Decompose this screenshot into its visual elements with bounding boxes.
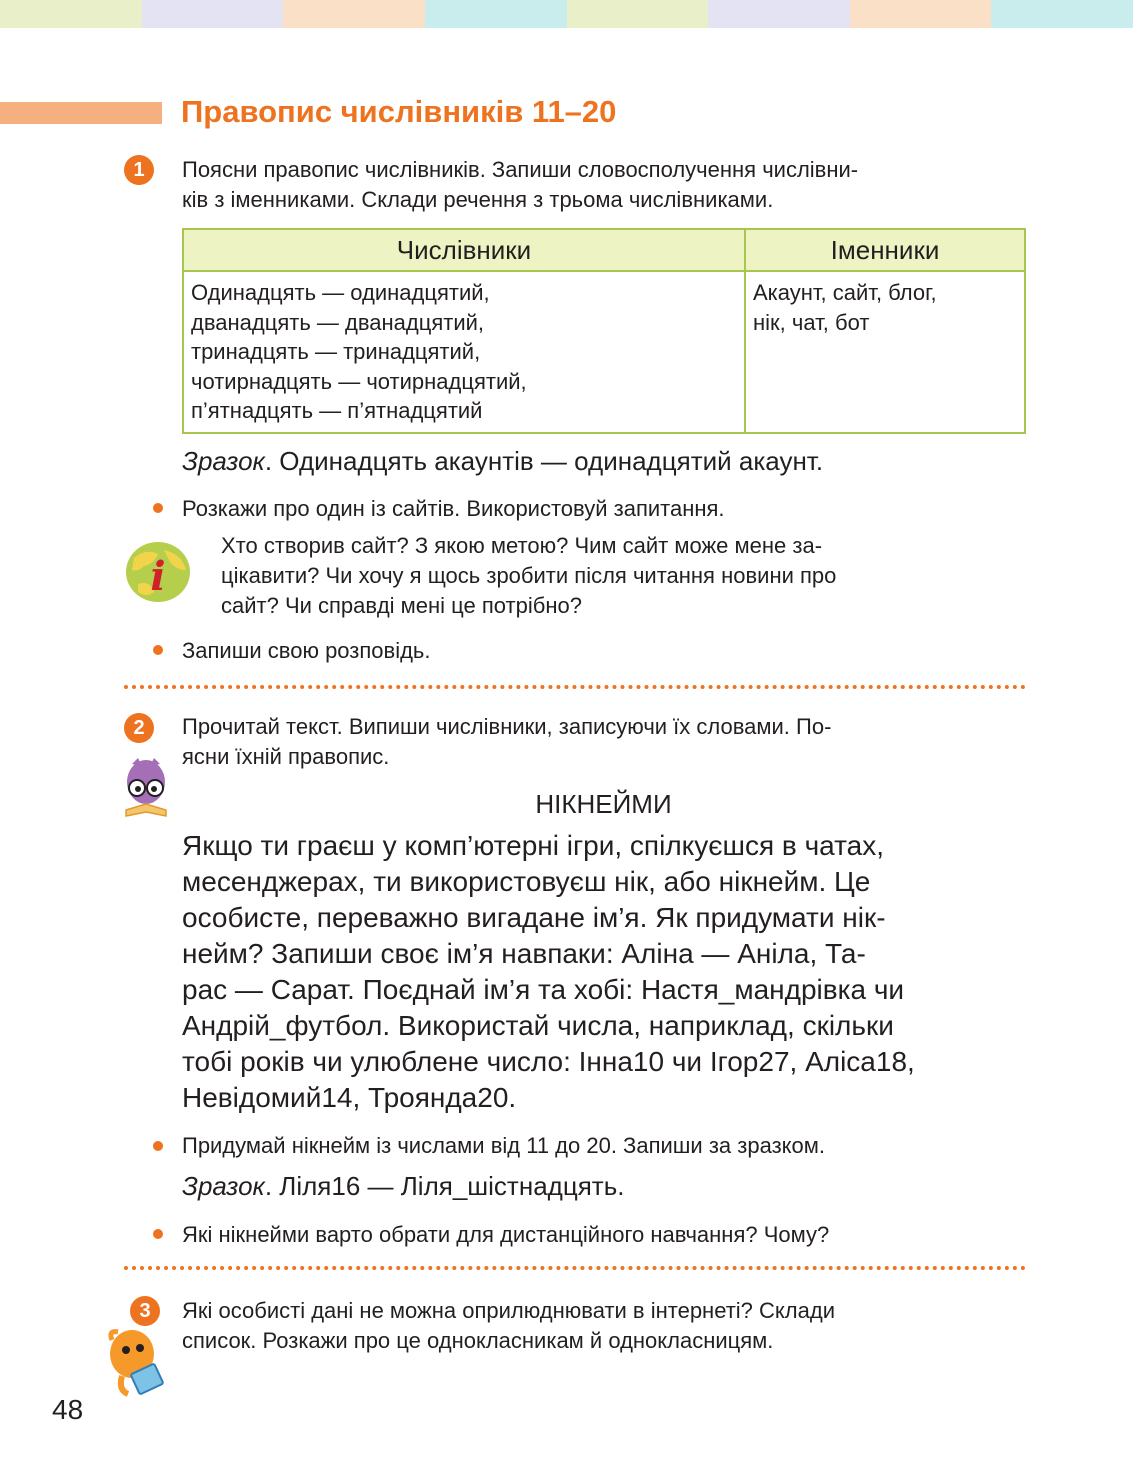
task1-sample [182, 446, 823, 477]
strip-segment [567, 0, 709, 28]
task-number-2: 2 [124, 713, 154, 743]
story-line: Андрій_футбол. Використай числа, наприклад, скільки [182, 1010, 894, 1041]
task2-bullet-2: Які нікнейми варто обрати для дистанційного навчання? Чому? [182, 1222, 830, 1247]
table-header-row [183, 229, 1025, 271]
strip-segment [991, 0, 1133, 28]
story-line: тобі років чи улюблене число: Інна10 чи Ігор27, Аліса18, [182, 1046, 915, 1077]
story-line: особисте, переважно вигадане ім’я. Як придумати нік- [182, 902, 886, 933]
table-row [183, 271, 1025, 433]
task-number-3: 3 [130, 1296, 160, 1326]
bullet-dot [153, 503, 163, 513]
task2-sample [182, 1171, 624, 1202]
story-line: месенджерах, ти використовуєш нік, або нікнейм. Це [182, 866, 871, 897]
instruction-line: Поясни правопис числівників. Запиши словосполучення числівни- [182, 157, 859, 182]
top-color-strip [0, 0, 1133, 28]
instruction-line: ків з іменниками. Склади речення з трьома числівниками. [182, 187, 774, 212]
header-numerals: Числівники [183, 229, 745, 271]
task1-bullet-2: Запиши свою розповідь. [182, 638, 431, 663]
numerals-table [182, 228, 1026, 434]
nicknames-story [182, 828, 1026, 1116]
bullet-dot [153, 1141, 163, 1151]
nouns-cell [745, 271, 1025, 433]
noun-line: Акаунт, сайт, блог, [753, 280, 937, 305]
sample-text: . Ліля16 — Ліля_шістнадцять. [264, 1171, 625, 1201]
page-title: Правопис числівників 11–20 [181, 94, 617, 129]
story-line: рас — Сарат. Поєднай ім’я та хобі: Настя_мандрівка чи [182, 974, 905, 1005]
sample-label: Зразок [182, 1171, 265, 1201]
story-line: Якщо ти граєш у комп’ютерні ігри, спілкуєшся в чатах, [182, 830, 884, 861]
strip-segment [850, 0, 992, 28]
numerals-cell [183, 271, 745, 433]
story-line: Невідомий14, Троянда20. [182, 1082, 517, 1113]
task1-instruction [182, 155, 1025, 215]
numeral-line: дванадцять — дванадцятий, [191, 309, 485, 335]
question-line: цікавити? Чи хочу я щось зробити після читання новини про [221, 563, 837, 588]
task2-instruction [182, 712, 1025, 772]
character-with-book-icon [104, 1326, 168, 1398]
strip-segment [283, 0, 425, 28]
instruction-line: Прочитай текст. Випиши числівники, записуючи їх словами. По- [182, 714, 832, 739]
page-number: 48 [52, 1394, 84, 1425]
bullet-dot [153, 1229, 163, 1239]
noun-line: нік, чат, бот [753, 309, 870, 335]
task2-bullet-1: Придумай нікнейм із числами від 11 до 20. Запиши за зразком. [182, 1133, 826, 1158]
strip-segment [425, 0, 567, 28]
dotted-divider [124, 685, 1026, 689]
numeral-line: Одинадцять — одинадцятий, [191, 280, 490, 305]
sample-text: . Одинадцять акаунтів — одинадцятий акаунт. [264, 446, 824, 476]
header-nouns: Іменники [745, 229, 1025, 271]
numeral-line: п’ятнадцять — п’ятнадцятий [191, 398, 483, 423]
sample-label: Зразок [182, 446, 265, 476]
question-line: сайт? Чи справді мені це потрібно? [221, 593, 582, 618]
info-icon-letter: i [150, 553, 166, 600]
task-number-1: 1 [124, 155, 154, 185]
question-line: Хто створив сайт? З якою метою? Чим сайт може мене за- [221, 533, 823, 558]
instruction-line: ясни їхній правопис. [182, 744, 390, 769]
task3-instruction [182, 1296, 1025, 1356]
task1-questions [221, 531, 1026, 621]
instruction-line: Які особисті дані не можна оприлюднювати в інтернеті? Склади [182, 1298, 835, 1323]
strip-segment [0, 0, 142, 28]
info-globe-icon [124, 540, 192, 604]
numeral-line: чотирнадцять — чотирнадцятий, [191, 368, 527, 394]
reading-owl-icon [122, 756, 170, 820]
title-accent-bar [0, 102, 162, 124]
text-title: НІКНЕЙМИ [535, 789, 672, 819]
numeral-line: тринадцять — тринадцятий, [191, 339, 481, 364]
strip-segment [708, 0, 850, 28]
task1-bullet-1: Розкажи про один із сайтів. Використовуй запитання. [182, 496, 725, 521]
dotted-divider [124, 1266, 1026, 1270]
instruction-line: список. Розкажи про це однокласникам й однокласницям. [182, 1328, 774, 1353]
bullet-dot [153, 645, 163, 655]
story-line: нейм? Запиши своє ім’я навпаки: Аліна — Аніла, Та- [182, 938, 866, 969]
strip-segment [142, 0, 284, 28]
